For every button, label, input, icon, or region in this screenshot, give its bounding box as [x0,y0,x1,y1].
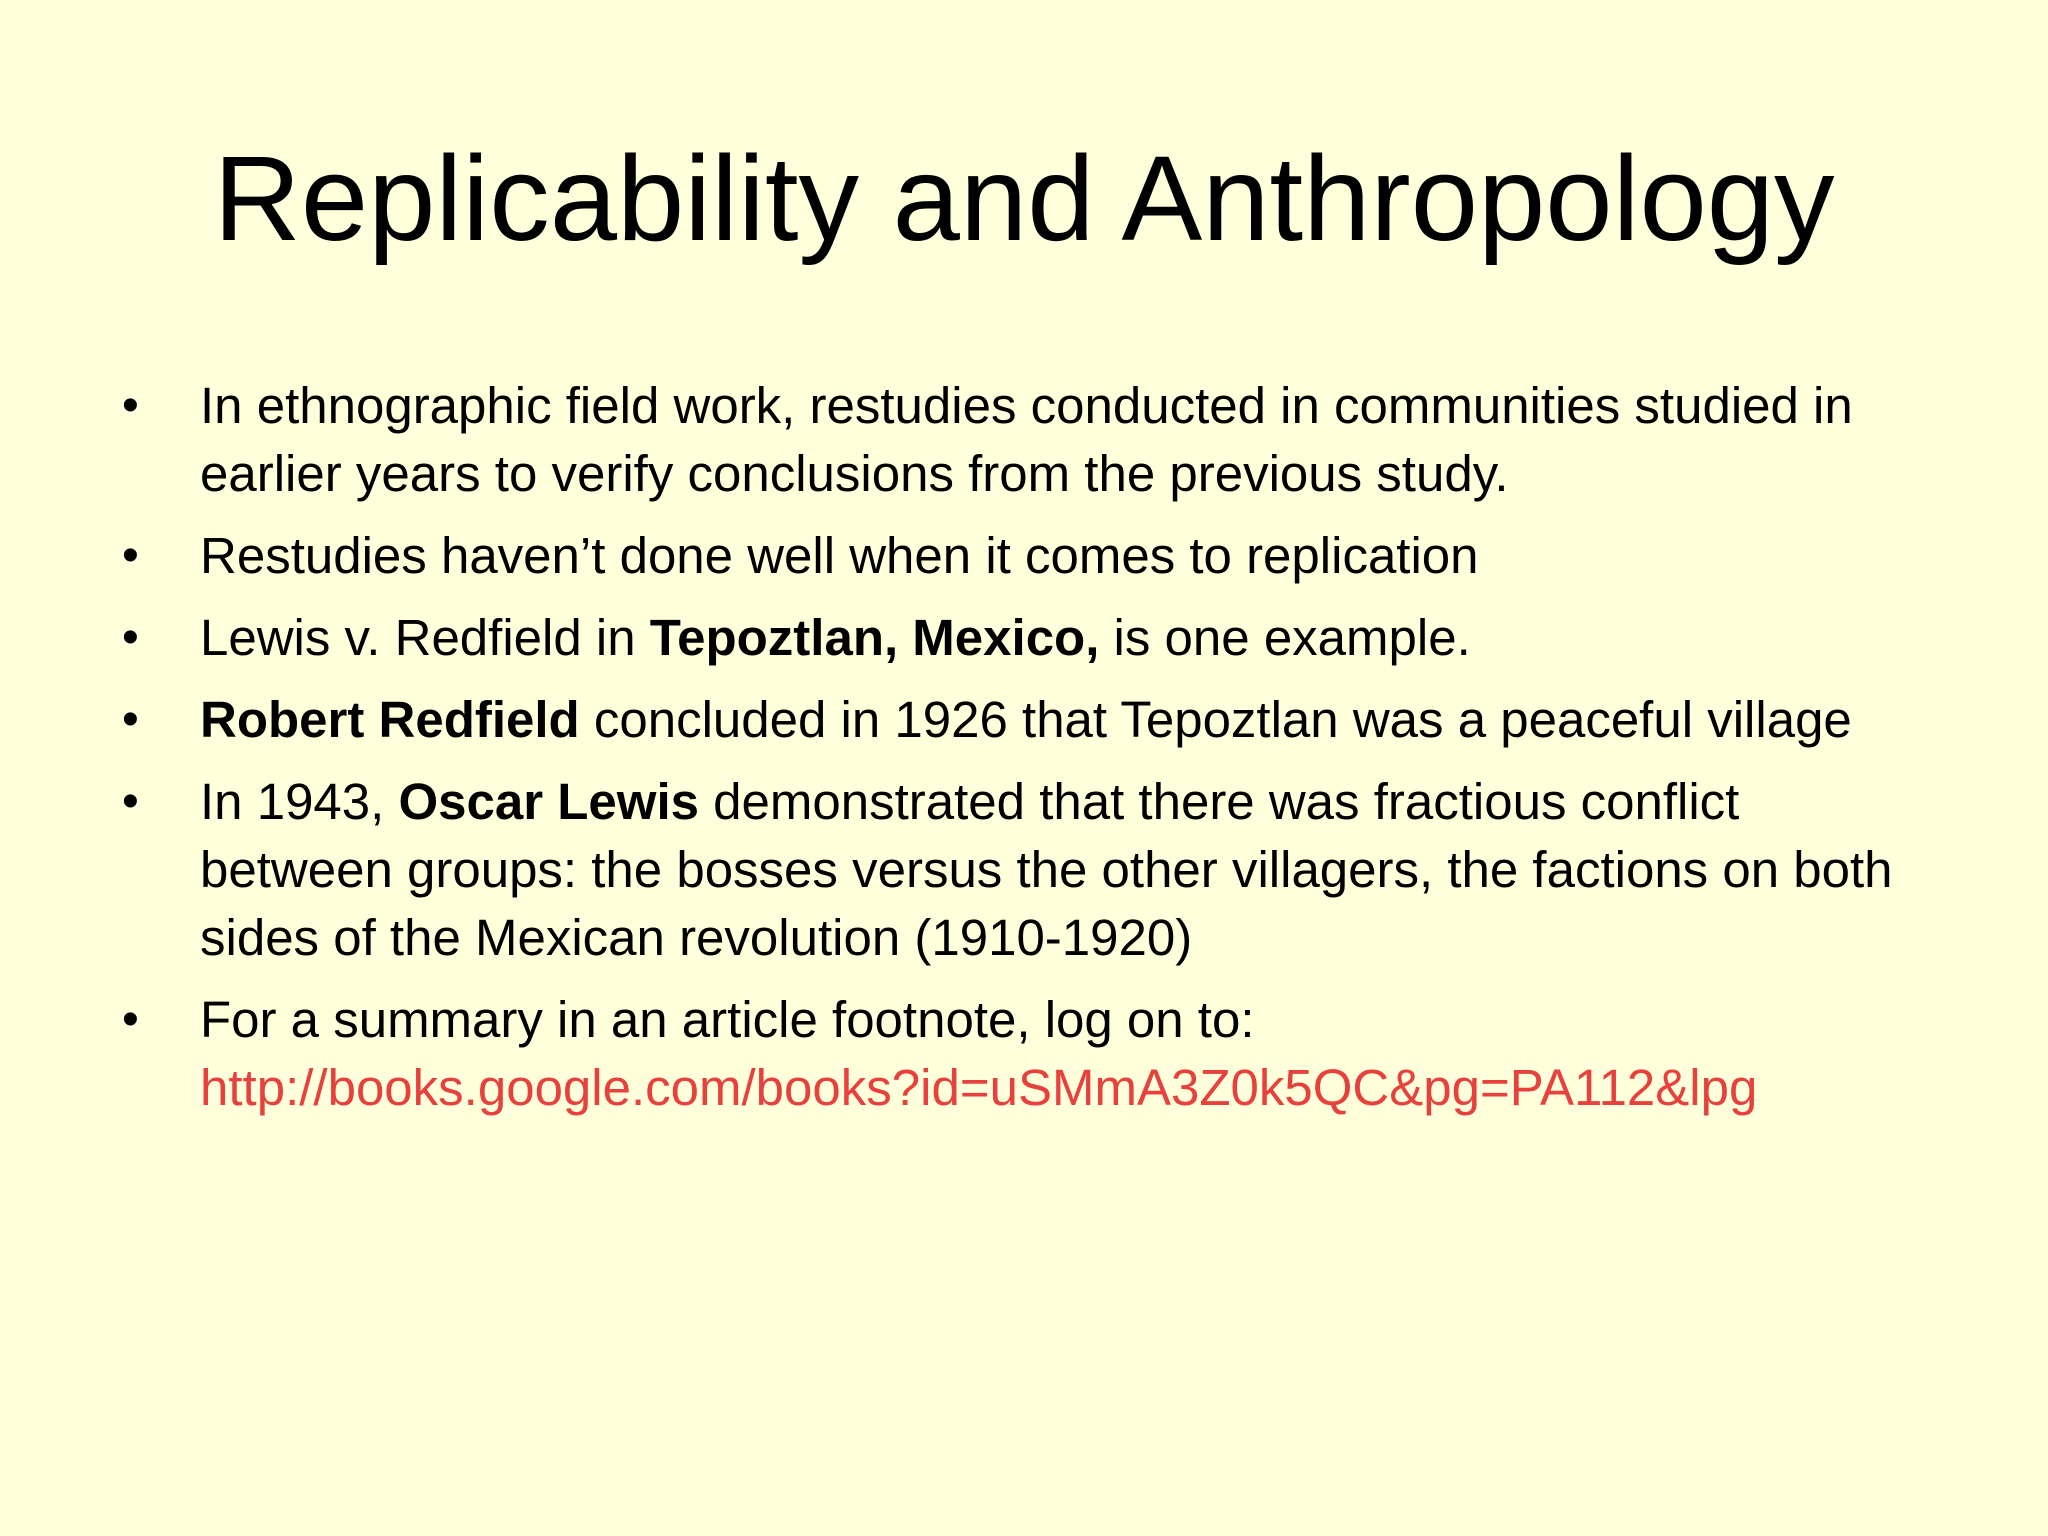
bullet-text-plain: demonstrated that there was fractious conflict between groups: the bosses versus the other villagers, the factions on both sides of the Mexican revolution (1910-1920) [200,773,1893,966]
slide-title: Replicability and Anthropology [213,130,1835,266]
bullet-text-plain: For a summary in an article footnote, log on to: [200,991,1255,1048]
bullet-item [0,372,2048,508]
bullet-text [200,768,1926,972]
bullet-text-bold: Tepoztlan, Mexico, [649,609,1100,666]
bullet-list [0,372,2048,1136]
bullet-text-plain: Lewis v. Redfield in [200,609,650,666]
google-books-link[interactable]: http://books.google.com/books?id=uSMmA3Z0k5QC&pg=PA112&lpg [200,1059,1758,1116]
bullet-text [200,986,1926,1122]
bullet-text [200,604,1926,672]
bullet-text-plain: In 1943, [200,773,399,830]
bullet-text: Restudies haven’t done well when it comes to replication [200,527,1479,584]
bullet-item [0,604,2048,672]
bullet-item [0,522,2048,590]
bullet-icon: • [122,379,139,432]
bullet-icon: • [122,693,139,746]
bullet-text: In ethnographic field work, restudies conducted in communities studied in earlier years to verify conclusions from the previous study. [200,377,1853,502]
bullet-item [0,986,2048,1122]
bullet-text [200,686,1926,754]
bullet-icon: • [122,529,139,582]
bullet-icon: • [122,611,139,664]
bullet-item [0,768,2048,972]
bullet-text-plain: concluded in 1926 that Tepoztlan was a peaceful village [579,691,1852,748]
bullet-text-bold: Oscar Lewis [398,773,699,830]
bullet-icon: • [122,993,139,1046]
bullet-icon: • [122,775,139,828]
bullet-text-bold: Robert Redfield [200,691,580,748]
link-line [200,1054,1926,1122]
bullet-text-plain: is one example. [1099,609,1471,666]
bullet-item [0,686,2048,754]
